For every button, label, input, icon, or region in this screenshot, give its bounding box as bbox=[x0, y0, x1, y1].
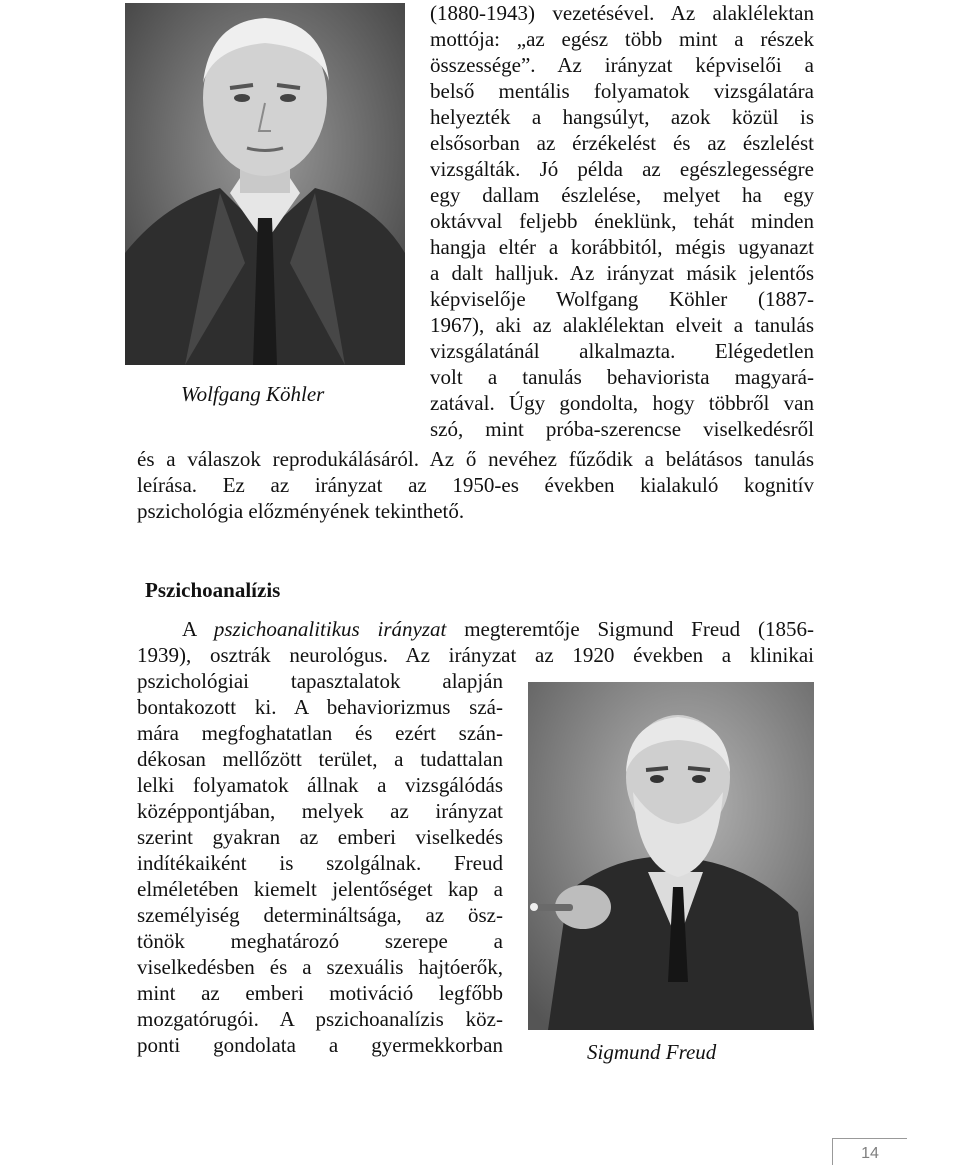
text-line: mozgatórugói. A pszichoanalízis köz- bbox=[137, 1007, 503, 1031]
text-span: megteremtője Sigmund Freud (1856- bbox=[446, 617, 815, 641]
text-line-with-italic-term bbox=[182, 616, 814, 642]
text-line: mottója: „az egész több mint a részek bbox=[430, 27, 814, 51]
text-line: dékosan mellőzött terület, a tudattalan bbox=[137, 747, 503, 771]
text-line: viselkedésben és a szexuális hajtóerők, bbox=[137, 955, 503, 979]
text-line: vizsgálták. Jó példa az egészlegességre bbox=[430, 157, 814, 181]
text-line: volt a tanulás behaviorista magyará- bbox=[430, 365, 814, 389]
text-line: oktávval feljebb éneklünk, tehát minden bbox=[430, 209, 814, 233]
page-number: 14 bbox=[832, 1138, 907, 1165]
text-line: és a válaszok reprodukálásáról. Az ő nevéhez fűződik a belátásos tanulás bbox=[137, 447, 814, 471]
text-line: helyezték a hangsúlyt, azok közül is bbox=[430, 105, 814, 129]
text-line: pszichológia előzményének tekinthető. bbox=[137, 499, 465, 523]
kohler-photo-caption: Wolfgang Köhler bbox=[181, 382, 325, 406]
text-line: középpontjában, melyek az irányzat bbox=[137, 799, 503, 823]
freud-photo-caption: Sigmund Freud bbox=[587, 1040, 717, 1064]
kohler-portrait-photo bbox=[125, 3, 405, 365]
text-line: belső mentális folyamatok vizsgálatára bbox=[430, 79, 814, 103]
text-line: ponti gondolata a gyermekkorban bbox=[137, 1033, 503, 1057]
italic-term: pszichoanalitikus irányzat bbox=[213, 617, 447, 641]
text-span: A bbox=[182, 617, 214, 641]
text-line: személyiség determináltsága, az ösz- bbox=[137, 903, 503, 927]
text-line: egy dallam észlelése, melyet ha egy bbox=[430, 183, 814, 207]
text-line: 1967), aki az alaklélektan elveit a tanulás bbox=[430, 313, 814, 337]
text-line: 1939), osztrák neurológus. Az irányzat az 1920 években a klinikai bbox=[137, 643, 814, 667]
text-line: lelki folyamatok állnak a vizsgálódás bbox=[137, 773, 503, 797]
text-line: szerint gyakran az emberi viselkedés bbox=[137, 825, 503, 849]
text-line: mára megfoghatatlan és ezért szán- bbox=[137, 721, 503, 745]
text-line: szó, mint próba-szerencse viselkedésről bbox=[430, 417, 814, 441]
text-line: tönök meghatározó szerepe a bbox=[137, 929, 503, 953]
freud-portrait-photo bbox=[528, 682, 814, 1030]
text-line: a dalt halljuk. Az irányzat másik jelentős bbox=[430, 261, 814, 285]
text-line: pszichológiai tapasztalatok alapján bbox=[137, 669, 503, 693]
text-line: zatával. Úgy gondolta, hogy többről van bbox=[430, 391, 814, 415]
text-line: (1880-1943) vezetésével. Az alaklélektan bbox=[430, 1, 814, 25]
text-line: összessége”. Az irányzat képviselői a bbox=[430, 53, 814, 77]
text-line: leírása. Ez az irányzat az 1950-es években kialakuló kognitív bbox=[137, 473, 814, 497]
text-line: vizsgálatánál alkalmazta. Elégedetlen bbox=[430, 339, 814, 363]
section-heading-psychoanalysis: Pszichoanalízis bbox=[145, 578, 281, 602]
text-line: bontakozott ki. A behaviorizmus szá- bbox=[137, 695, 503, 719]
text-line: elsősorban az érzékelést és az észlelést bbox=[430, 131, 814, 155]
text-line: képviselője Wolfgang Köhler (1887- bbox=[430, 287, 814, 311]
text-line: hangja eltér a korábbitól, mégis ugyanazt bbox=[430, 235, 814, 259]
text-line: indítékaiként is szolgálnak. Freud bbox=[137, 851, 503, 875]
text-line: mint az emberi motiváció legfőbb bbox=[137, 981, 503, 1005]
text-line: elméletében kiemelt jelentőséget kap a bbox=[137, 877, 503, 901]
